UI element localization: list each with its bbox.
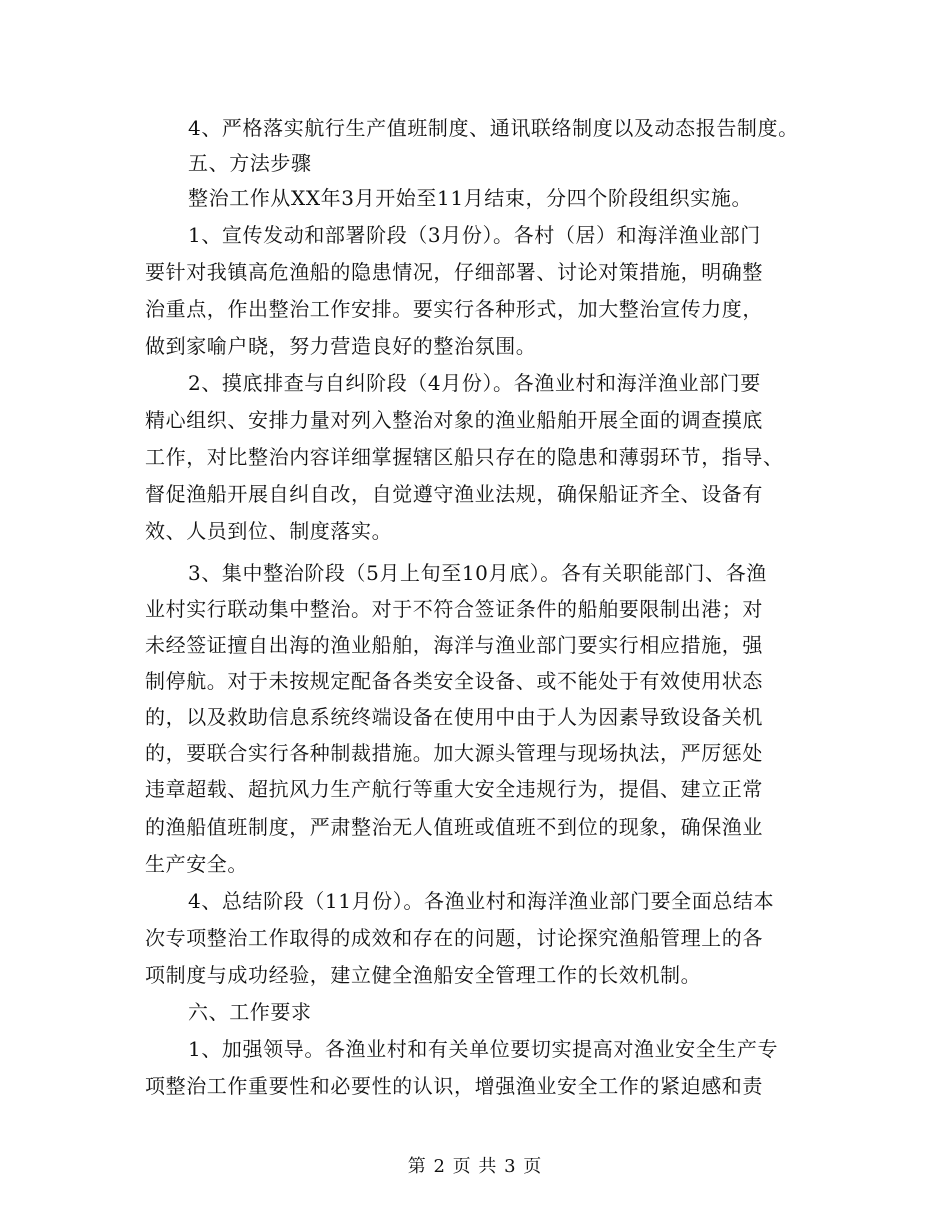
paragraph-line: 项整治工作重要性和必要性的认识，增强渔业安全工作的紧迫感和责 xyxy=(145,1074,763,1098)
paragraph-line: 项制度与成功经验，建立健全渔船安全管理工作的长效机制。 xyxy=(145,963,702,987)
paragraph-line: 制停航。对于未按规定配备各类安全设备、或不能处于有效使用状态 xyxy=(145,669,763,693)
paragraph-line: 督促渔船开展自纠自改，自觉遵守渔业法规，确保船证齐全、设备有 xyxy=(145,482,763,506)
paragraph-line: 治重点，作出整治工作安排。要实行各种形式，加大整治宣传力度， xyxy=(145,297,763,321)
paragraph-line: 生产安全。 xyxy=(145,852,248,876)
paragraph-line: 4、严格落实航行生产值班制度、通讯联络制度以及动态报告制度。 xyxy=(188,116,799,140)
paragraph-line: 工作，对比整治内容详细掌握辖区船只存在的隐患和薄弱环节，指导、 xyxy=(145,445,784,469)
section-heading: 五、方法步骤 xyxy=(188,151,312,175)
paragraph-line: 的，要联合实行各种制裁措施。加大源头管理与现场执法，严厉惩处 xyxy=(145,741,763,765)
paragraph-line: 4、总结阶段（11月份）。各渔业村和海洋渔业部门要全面总结本 xyxy=(188,889,775,913)
paragraph-line: 未经签证擅自出海的渔业船舶，海洋与渔业部门要实行相应措施，强 xyxy=(145,633,763,657)
paragraph-line: 2、摸底排查与自纠阶段（4月份）。各渔业村和海洋渔业部门要 xyxy=(188,371,761,395)
paragraph-line: 业村实行联动集中整治。对于不符合签证条件的船舶要限制出港；对 xyxy=(145,597,763,621)
section-heading: 六、工作要求 xyxy=(188,1000,312,1024)
paragraph-line: 整治工作从XX年3月开始至11月结束，分四个阶段组织实施。 xyxy=(188,186,753,210)
paragraph-line: 的，以及救助信息系统终端设备在使用中由于人为因素导致设备关机 xyxy=(145,705,763,729)
paragraph-line: 要针对我镇高危渔船的隐患情况，仔细部署、讨论对策措施，明确整 xyxy=(145,260,763,284)
paragraph-line: 效、人员到位、制度落实。 xyxy=(145,519,393,543)
paragraph-line: 3、集中整治阶段（5月上旬至10月底）。各有关职能部门、各渔 xyxy=(188,561,767,585)
paragraph-line: 精心组织、安排力量对列入整治对象的渔业船舶开展全面的调查摸底 xyxy=(145,408,763,432)
paragraph-line: 违章超载、超抗风力生产航行等重大安全违规行为，提倡、建立正常 xyxy=(145,777,763,801)
paragraph-line: 1、宣传发动和部署阶段（3月份）。各村（居）和海洋渔业部门 xyxy=(188,223,761,247)
paragraph-line: 做到家喻户晓，努力营造良好的整治氛围。 xyxy=(145,334,537,358)
paragraph-line: 1、加强领导。各渔业村和有关单位要切实提高对渔业安全生产专 xyxy=(188,1037,779,1061)
paragraph-line: 次专项整治工作取得的成效和存在的问题，讨论探究渔船管理上的各 xyxy=(145,926,763,950)
paragraph-line: 的渔船值班制度，严肃整治无人值班或值班不到位的现象，确保渔业 xyxy=(145,815,763,839)
page-number-footer: 第 2 页 共 3 页 xyxy=(407,1156,543,1177)
